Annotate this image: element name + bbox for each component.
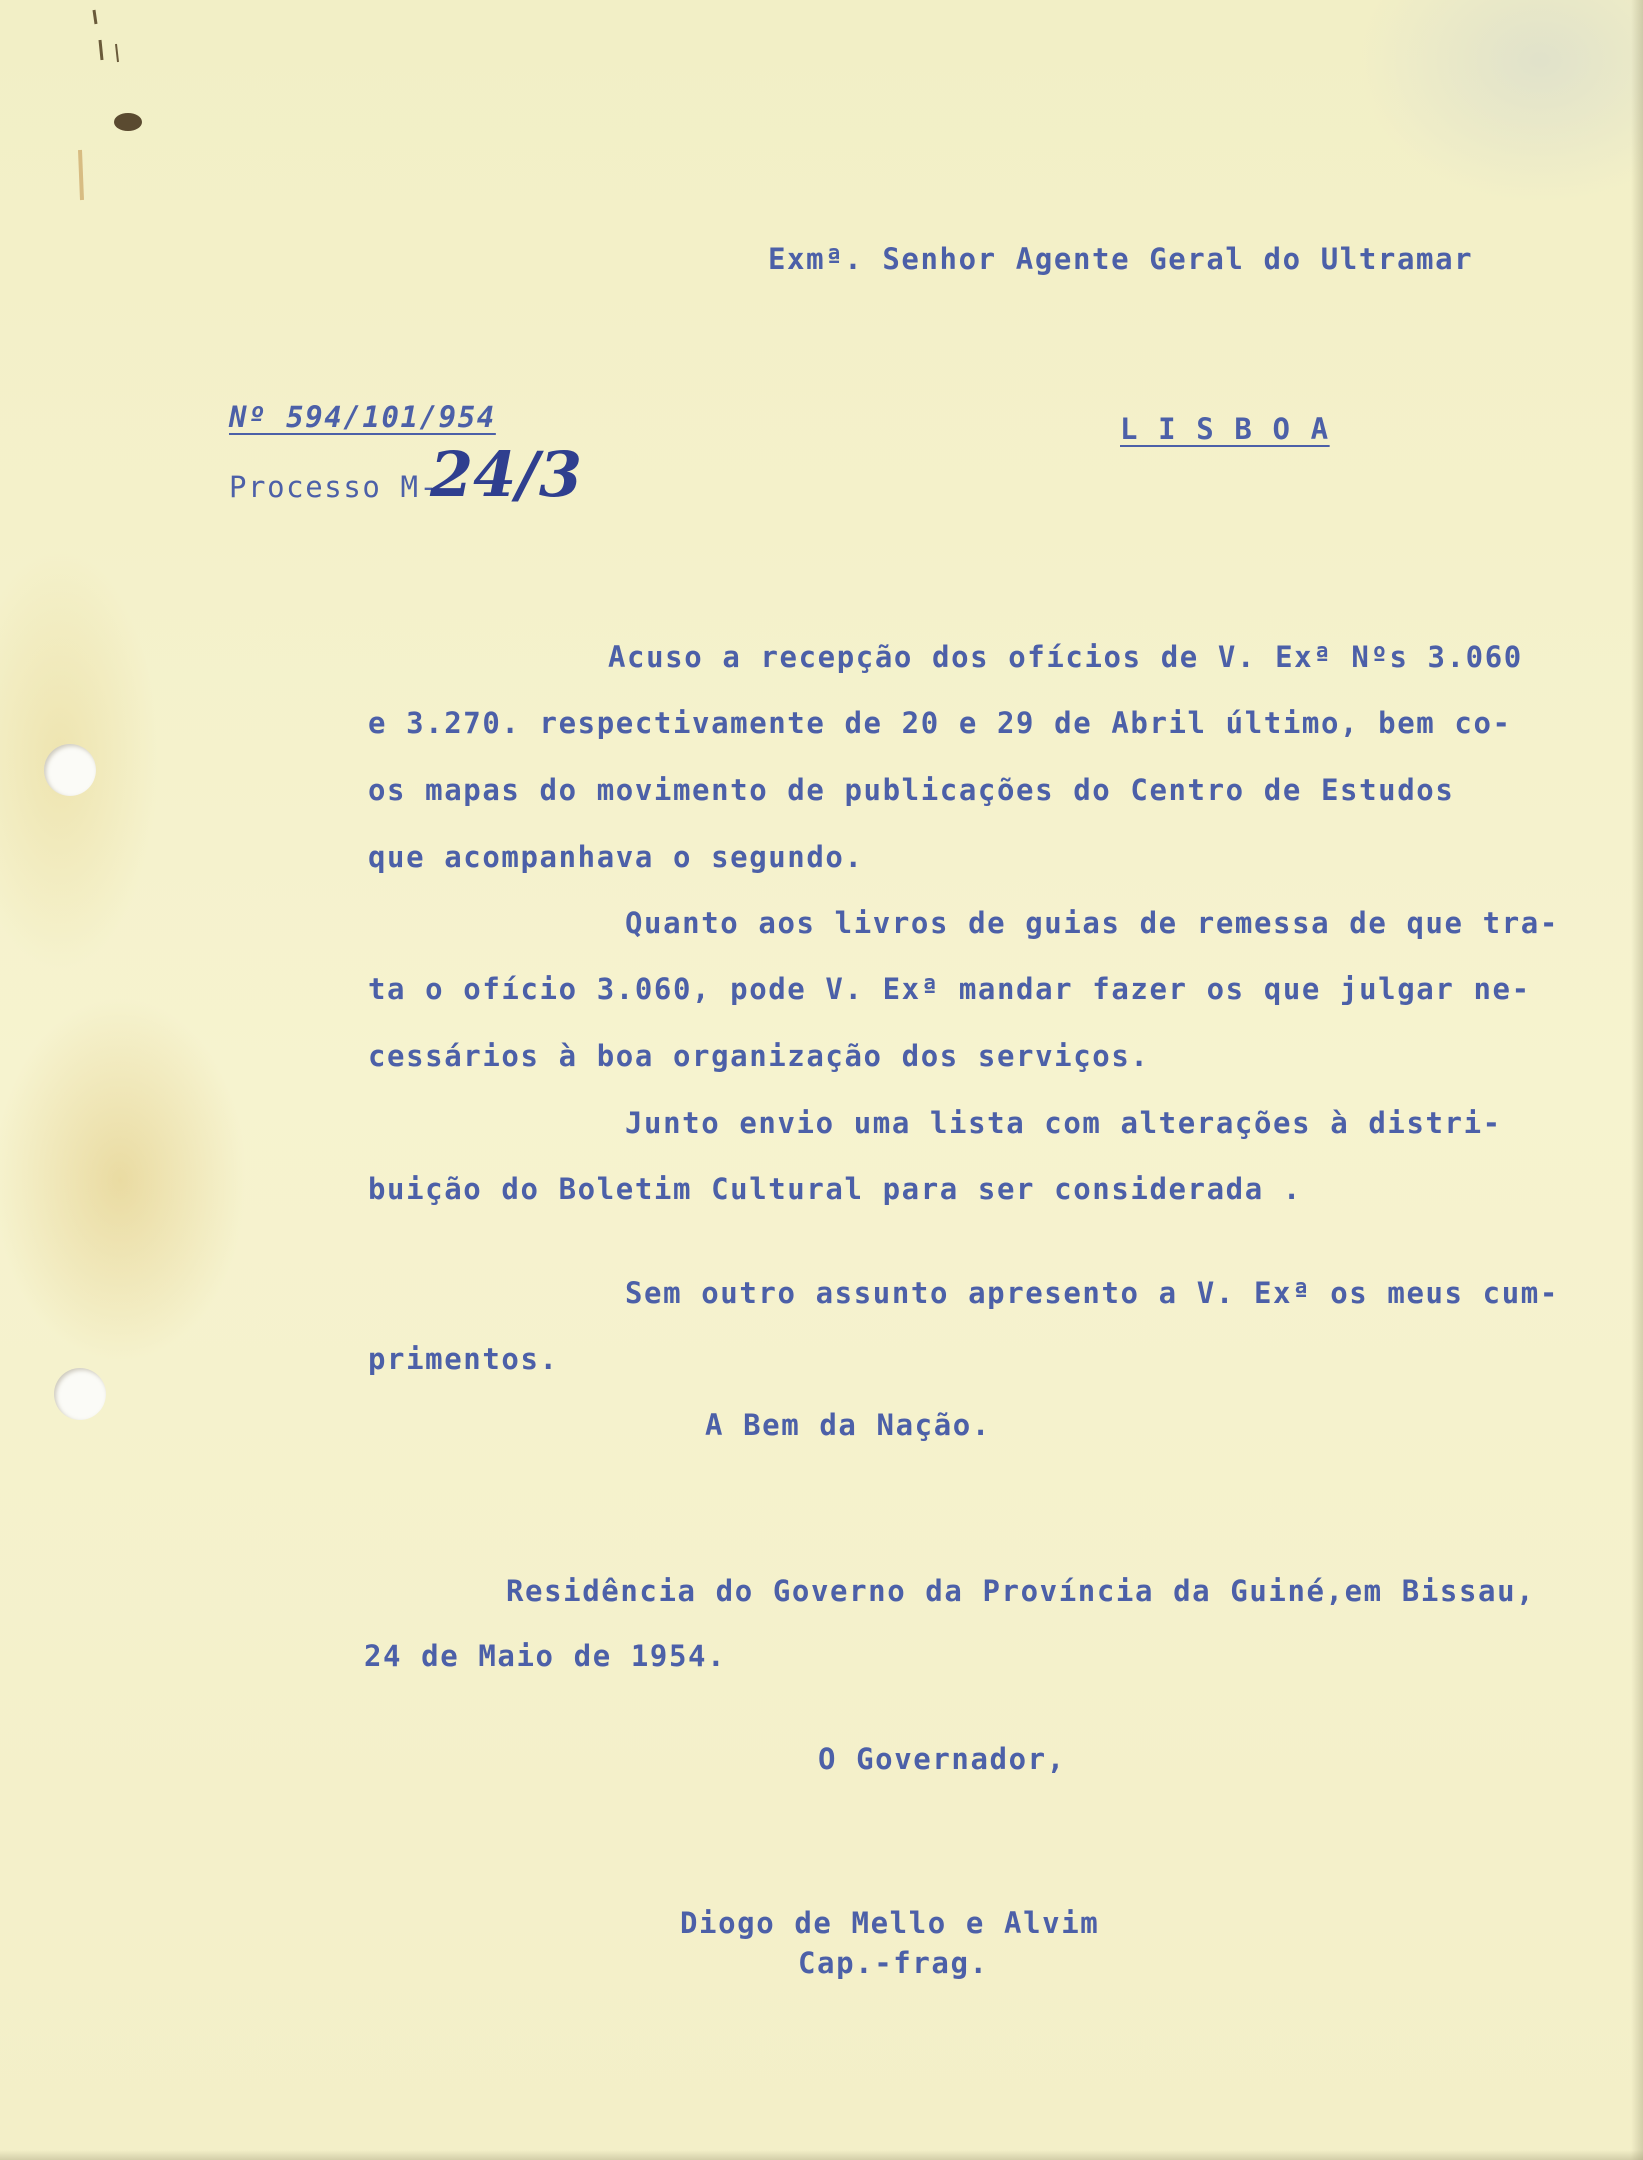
date-line: 24 de Maio de 1954. xyxy=(364,1639,727,1673)
addressee: Exmª. Senhor Agente Geral do Ultramar xyxy=(768,242,1474,276)
staple-marks xyxy=(70,0,190,210)
signatory-role: O Governador, xyxy=(818,1742,1066,1776)
punch-hole-upper xyxy=(44,744,96,796)
body-line-9: buição do Boletim Cultural para ser considerada . xyxy=(368,1172,1302,1206)
body-line-6: ta o ofício 3.060, pode V. Exª mandar fazer os que julgar ne- xyxy=(368,972,1531,1006)
body-line-1: Acuso a recepção dos ofícios de V. Exª Nºs 3.060 xyxy=(608,640,1523,674)
body-line-4: que acompanhava o segundo. xyxy=(368,840,864,874)
process-label: Processo M- xyxy=(229,470,439,504)
place-line: Residência do Governo da Província da Guiné,em Bissau, xyxy=(506,1574,1536,1608)
page-edge-shadow-bottom xyxy=(0,2150,1643,2160)
page-edge-shadow xyxy=(1631,0,1643,2160)
process-handwritten: 24/3 xyxy=(430,438,583,511)
reference-number: Nº 594/101/954 xyxy=(229,400,496,434)
signatory-rank: Cap.-frag. xyxy=(798,1946,989,1980)
body-line-7: cessários à boa organização dos serviços. xyxy=(368,1039,1150,1073)
body-line-3: os mapas do movimento de publicações do Centro de Estudos xyxy=(368,773,1455,807)
punch-hole-lower xyxy=(54,1368,106,1420)
signatory-name: Diogo de Mello e Alvim xyxy=(680,1906,1100,1940)
body-line-11: primentos. xyxy=(368,1342,559,1376)
body-line-2: e 3.270. respectivamente de 20 e 29 de Abril último, bem co- xyxy=(368,706,1512,740)
body-line-10: Sem outro assunto apresento a V. Exª os meus cum- xyxy=(625,1276,1559,1310)
body-line-5: Quanto aos livros de guias de remessa de que tra- xyxy=(625,906,1559,940)
salutation: A Bem da Nação. xyxy=(705,1408,991,1442)
body-line-8: Junto envio uma lista com alterações à distri- xyxy=(625,1106,1502,1140)
destination-city: L I S B O A xyxy=(1120,412,1330,446)
